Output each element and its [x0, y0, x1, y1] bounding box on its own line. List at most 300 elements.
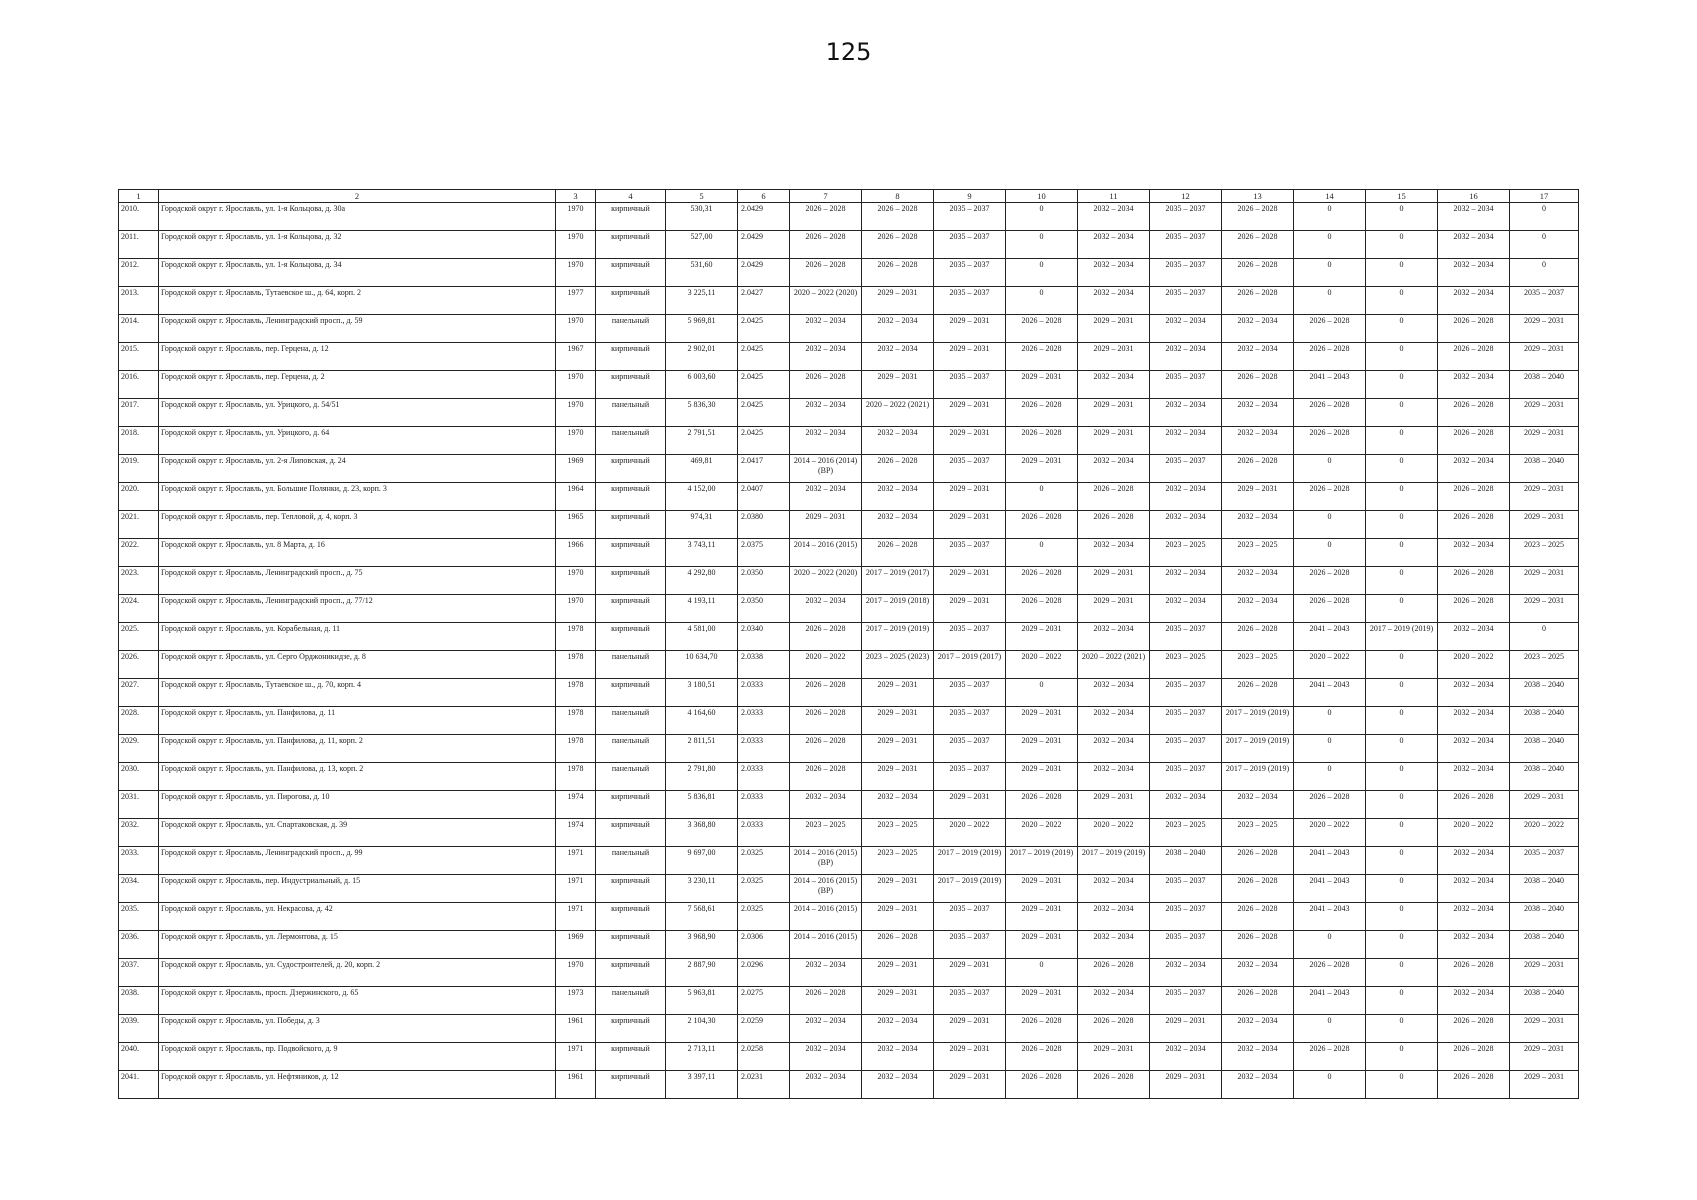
table-cell-col-11: 2026 – 2028	[1078, 483, 1150, 511]
table-cell-col-15: 0	[1366, 231, 1438, 259]
column-header-9: 9	[934, 190, 1006, 203]
table-cell-col-15: 0	[1366, 651, 1438, 679]
table-row	[119, 427, 1579, 455]
table-cell-col-16: 2026 – 2028	[1438, 1015, 1510, 1043]
table-cell-col-6: 2.0333	[738, 735, 790, 763]
table-cell-col-7: 2032 – 2034	[790, 399, 862, 427]
table-cell-col-17: 2029 – 2031	[1510, 511, 1579, 539]
table-cell-col-9: 2020 – 2022	[934, 819, 1006, 847]
table-cell-col-8: 2032 – 2034	[862, 1015, 934, 1043]
table-cell-col-17: 2038 – 2040	[1510, 735, 1579, 763]
table-cell-col-10: 0	[1006, 539, 1078, 567]
table-cell-col-15: 0	[1366, 847, 1438, 875]
table-cell-col-16: 2026 – 2028	[1438, 343, 1510, 371]
table-cell-col-6: 2.0425	[738, 371, 790, 399]
table-cell-col-6: 2.0425	[738, 427, 790, 455]
table-cell-col-7: 2032 – 2034	[790, 1015, 862, 1043]
table-cell-col-8: 2032 – 2034	[862, 1071, 934, 1099]
table-cell-col-9: 2035 – 2037	[934, 707, 1006, 735]
table-cell-col-10: 2026 – 2028	[1006, 1015, 1078, 1043]
table-cell-col-14: 2020 – 2022	[1294, 651, 1366, 679]
column-header-3: 3	[556, 190, 596, 203]
table-cell-col-3: 1974	[556, 791, 596, 819]
table-cell-col-2: Городской округ г. Ярославль, ул. Пирогова, д. 10	[159, 791, 556, 819]
table-cell-col-1: 2023.	[119, 567, 159, 595]
table-cell-col-16: 2032 – 2034	[1438, 259, 1510, 287]
table-cell-col-11: 2032 – 2034	[1078, 455, 1150, 483]
table-cell-col-12: 2032 – 2034	[1150, 959, 1222, 987]
table-cell-col-7: 2026 – 2028	[790, 371, 862, 399]
table-cell-col-17: 2029 – 2031	[1510, 315, 1579, 343]
table-cell-col-13: 2026 – 2028	[1222, 455, 1294, 483]
table-cell-col-15: 2017 – 2019 (2019)	[1366, 623, 1438, 651]
table-cell-col-15: 0	[1366, 315, 1438, 343]
table-cell-col-6: 2.0258	[738, 1043, 790, 1071]
table-cell-col-13: 2032 – 2034	[1222, 1071, 1294, 1099]
table-cell-col-2: Городской округ г. Ярославль, ул. 8 Марта, д. 16	[159, 539, 556, 567]
table-cell-col-16: 2032 – 2034	[1438, 903, 1510, 931]
table-cell-col-17: 2029 – 2031	[1510, 791, 1579, 819]
table-cell-col-13: 2026 – 2028	[1222, 903, 1294, 931]
table-cell-col-17: 2029 – 2031	[1510, 427, 1579, 455]
table-row	[119, 959, 1579, 987]
table-cell-col-4: кирпичный	[596, 539, 666, 567]
table-cell-col-13: 2026 – 2028	[1222, 287, 1294, 315]
table-cell-col-4: кирпичный	[596, 371, 666, 399]
table-cell-col-12: 2035 – 2037	[1150, 903, 1222, 931]
table-cell-col-2: Городской округ г. Ярославль, ул. 2-я Липовская, д. 24	[159, 455, 556, 483]
table-cell-col-6: 2.0333	[738, 791, 790, 819]
table-row	[119, 231, 1579, 259]
table-cell-col-9: 2035 – 2037	[934, 987, 1006, 1015]
table-cell-col-6: 2.0425	[738, 343, 790, 371]
column-header-16: 16	[1438, 190, 1510, 203]
table-cell-col-12: 2035 – 2037	[1150, 679, 1222, 707]
table-cell-col-7: 2032 – 2034	[790, 343, 862, 371]
table-cell-col-12: 2038 – 2040	[1150, 847, 1222, 875]
table-cell-col-4: кирпичный	[596, 595, 666, 623]
table-cell-col-1: 2027.	[119, 679, 159, 707]
table-cell-col-11: 2032 – 2034	[1078, 539, 1150, 567]
table-cell-col-17: 2029 – 2031	[1510, 1015, 1579, 1043]
table-cell-col-2: Городской округ г. Ярославль, Ленинградский просп., д. 99	[159, 847, 556, 875]
table-cell-col-11: 2026 – 2028	[1078, 511, 1150, 539]
table-cell-col-10: 2029 – 2031	[1006, 875, 1078, 903]
table-cell-col-17: 2038 – 2040	[1510, 679, 1579, 707]
table-cell-col-6: 2.0306	[738, 931, 790, 959]
table-cell-col-5: 4 581,00	[666, 623, 738, 651]
table-cell-col-16: 2032 – 2034	[1438, 875, 1510, 903]
table-cell-col-8: 2029 – 2031	[862, 763, 934, 791]
column-number-row	[119, 190, 1579, 203]
table-cell-col-15: 0	[1366, 343, 1438, 371]
table-cell-col-11: 2032 – 2034	[1078, 259, 1150, 287]
table-cell-col-3: 1978	[556, 735, 596, 763]
table-row	[119, 1043, 1579, 1071]
table-cell-col-14: 0	[1294, 455, 1366, 483]
table-cell-col-13: 2017 – 2019 (2019)	[1222, 707, 1294, 735]
table-cell-col-5: 9 697,00	[666, 847, 738, 875]
table-cell-col-2: Городской округ г. Ярославль, ул. Победы, д. 3	[159, 1015, 556, 1043]
table-cell-col-9: 2029 – 2031	[934, 1043, 1006, 1071]
table-row	[119, 343, 1579, 371]
table-cell-col-2: Городской округ г. Ярославль, Тутаевское ш., д. 70, корп. 4	[159, 679, 556, 707]
table-cell-col-1: 2031.	[119, 791, 159, 819]
table-cell-col-10: 0	[1006, 959, 1078, 987]
table-row	[119, 623, 1579, 651]
table-cell-col-6: 2.0296	[738, 959, 790, 987]
table-cell-col-17: 2038 – 2040	[1510, 455, 1579, 483]
table-cell-col-16: 2032 – 2034	[1438, 287, 1510, 315]
table-cell-col-7: 2020 – 2022 (2020)	[790, 287, 862, 315]
table-cell-col-8: 2029 – 2031	[862, 371, 934, 399]
table-cell-col-4: кирпичный	[596, 875, 666, 903]
table-cell-col-1: 2026.	[119, 651, 159, 679]
table-cell-col-9: 2029 – 2031	[934, 959, 1006, 987]
table-row	[119, 987, 1579, 1015]
table-cell-col-16: 2032 – 2034	[1438, 847, 1510, 875]
table-cell-col-9: 2035 – 2037	[934, 735, 1006, 763]
table-cell-col-2: Городской округ г. Ярославль, ул. Корабельная, д. 11	[159, 623, 556, 651]
table-cell-col-17: 0	[1510, 231, 1579, 259]
table-cell-col-12: 2032 – 2034	[1150, 595, 1222, 623]
table-cell-col-4: кирпичный	[596, 1071, 666, 1099]
table-cell-col-10: 2029 – 2031	[1006, 455, 1078, 483]
table-cell-col-13: 2026 – 2028	[1222, 259, 1294, 287]
table-cell-col-4: кирпичный	[596, 231, 666, 259]
table-cell-col-5: 7 568,61	[666, 903, 738, 931]
table-row	[119, 287, 1579, 315]
table-cell-col-8: 2026 – 2028	[862, 931, 934, 959]
table-cell-col-1: 2017.	[119, 399, 159, 427]
table-cell-col-16: 2020 – 2022	[1438, 651, 1510, 679]
table-cell-col-3: 1970	[556, 595, 596, 623]
table-cell-col-7: 2032 – 2034	[790, 427, 862, 455]
table-cell-col-12: 2032 – 2034	[1150, 791, 1222, 819]
table-cell-col-8: 2017 – 2019 (2018)	[862, 595, 934, 623]
table-cell-col-9: 2017 – 2019 (2019)	[934, 875, 1006, 903]
table-cell-col-16: 2026 – 2028	[1438, 567, 1510, 595]
table-cell-col-2: Городской округ г. Ярославль, ул. 1-я Кольцова, д. 34	[159, 259, 556, 287]
table-cell-col-6: 2.0325	[738, 903, 790, 931]
table-cell-col-9: 2029 – 2031	[934, 1015, 1006, 1043]
table-row	[119, 483, 1579, 511]
table-cell-col-11: 2029 – 2031	[1078, 315, 1150, 343]
table-cell-col-11: 2020 – 2022 (2021)	[1078, 651, 1150, 679]
table-cell-col-1: 2015.	[119, 343, 159, 371]
table-cell-col-9: 2035 – 2037	[934, 763, 1006, 791]
table-cell-col-12: 2035 – 2037	[1150, 763, 1222, 791]
table-cell-col-15: 0	[1366, 1043, 1438, 1071]
table-cell-col-15: 0	[1366, 959, 1438, 987]
table-cell-col-11: 2032 – 2034	[1078, 231, 1150, 259]
table-cell-col-16: 2026 – 2028	[1438, 595, 1510, 623]
table-cell-col-5: 2 887,90	[666, 959, 738, 987]
table-cell-col-1: 2028.	[119, 707, 159, 735]
table-cell-col-11: 2032 – 2034	[1078, 903, 1150, 931]
table-cell-col-14: 0	[1294, 511, 1366, 539]
table-cell-col-10: 0	[1006, 231, 1078, 259]
table-cell-col-16: 2032 – 2034	[1438, 539, 1510, 567]
table-cell-col-4: панельный	[596, 763, 666, 791]
table-cell-col-1: 2019.	[119, 455, 159, 483]
table-cell-col-8: 2029 – 2031	[862, 959, 934, 987]
column-header-15: 15	[1366, 190, 1438, 203]
column-header-5: 5	[666, 190, 738, 203]
table-cell-col-13: 2023 – 2025	[1222, 651, 1294, 679]
table-row	[119, 399, 1579, 427]
table-cell-col-7: 2014 – 2016 (2015) (ВР)	[790, 875, 862, 903]
table-cell-col-15: 0	[1366, 399, 1438, 427]
table-cell-col-10: 2020 – 2022	[1006, 651, 1078, 679]
table-cell-col-6: 2.0325	[738, 847, 790, 875]
table-cell-col-4: кирпичный	[596, 203, 666, 231]
table-cell-col-12: 2035 – 2037	[1150, 371, 1222, 399]
column-header-10: 10	[1006, 190, 1078, 203]
table-cell-col-13: 2026 – 2028	[1222, 847, 1294, 875]
table-cell-col-12: 2035 – 2037	[1150, 931, 1222, 959]
table-cell-col-12: 2035 – 2037	[1150, 707, 1222, 735]
table-cell-col-5: 3 743,11	[666, 539, 738, 567]
table-cell-col-10: 0	[1006, 679, 1078, 707]
table-cell-col-13: 2032 – 2034	[1222, 343, 1294, 371]
table-cell-col-12: 2035 – 2037	[1150, 287, 1222, 315]
table-cell-col-6: 2.0425	[738, 315, 790, 343]
table-cell-col-2: Городской округ г. Ярославль, пр. Подвойского, д. 9	[159, 1043, 556, 1071]
column-header-11: 11	[1078, 190, 1150, 203]
table-cell-col-14: 0	[1294, 931, 1366, 959]
table-cell-col-9: 2029 – 2031	[934, 595, 1006, 623]
table-cell-col-15: 0	[1366, 287, 1438, 315]
table-cell-col-15: 0	[1366, 707, 1438, 735]
table-cell-col-6: 2.0333	[738, 819, 790, 847]
table-cell-col-14: 2026 – 2028	[1294, 1043, 1366, 1071]
table-cell-col-7: 2026 – 2028	[790, 735, 862, 763]
table-cell-col-8: 2026 – 2028	[862, 231, 934, 259]
table-cell-col-7: 2032 – 2034	[790, 315, 862, 343]
table-cell-col-7: 2026 – 2028	[790, 259, 862, 287]
table-cell-col-12: 2035 – 2037	[1150, 875, 1222, 903]
table-cell-col-3: 1970	[556, 259, 596, 287]
table-cell-col-5: 5 963,81	[666, 987, 738, 1015]
table-cell-col-2: Городской округ г. Ярославль, ул. Некрасова, д. 42	[159, 903, 556, 931]
table-row	[119, 903, 1579, 931]
table-row	[119, 679, 1579, 707]
table-cell-col-9: 2029 – 2031	[934, 315, 1006, 343]
table-cell-col-1: 2036.	[119, 931, 159, 959]
table-cell-col-5: 10 634,70	[666, 651, 738, 679]
table-row	[119, 1071, 1579, 1099]
table-cell-col-14: 0	[1294, 735, 1366, 763]
table-cell-col-5: 4 193,11	[666, 595, 738, 623]
table-cell-col-11: 2032 – 2034	[1078, 763, 1150, 791]
table-cell-col-8: 2023 – 2025	[862, 847, 934, 875]
column-header-1: 1	[119, 190, 159, 203]
table-cell-col-11: 2020 – 2022	[1078, 819, 1150, 847]
registry-table	[118, 189, 1579, 1099]
table-cell-col-10: 2026 – 2028	[1006, 567, 1078, 595]
table-cell-col-7: 2032 – 2034	[790, 791, 862, 819]
table-cell-col-17: 2029 – 2031	[1510, 343, 1579, 371]
table-cell-col-10: 0	[1006, 259, 1078, 287]
table-row	[119, 455, 1579, 483]
table-cell-col-4: панельный	[596, 399, 666, 427]
table-cell-col-13: 2026 – 2028	[1222, 679, 1294, 707]
table-cell-col-2: Городской округ г. Ярославль, просп. Дзержинского, д. 65	[159, 987, 556, 1015]
table-cell-col-2: Городской округ г. Ярославль, Ленинградский просп., д. 59	[159, 315, 556, 343]
table-cell-col-15: 0	[1366, 735, 1438, 763]
table-cell-col-15: 0	[1366, 483, 1438, 511]
table-cell-col-7: 2026 – 2028	[790, 623, 862, 651]
table-cell-col-10: 2029 – 2031	[1006, 763, 1078, 791]
table-cell-col-3: 1970	[556, 399, 596, 427]
table-cell-col-1: 2018.	[119, 427, 159, 455]
table-cell-col-11: 2032 – 2034	[1078, 707, 1150, 735]
table-cell-col-16: 2032 – 2034	[1438, 679, 1510, 707]
table-cell-col-10: 2029 – 2031	[1006, 931, 1078, 959]
table-cell-col-13: 2026 – 2028	[1222, 875, 1294, 903]
table-cell-col-6: 2.0350	[738, 595, 790, 623]
column-header-12: 12	[1150, 190, 1222, 203]
table-cell-col-16: 2032 – 2034	[1438, 371, 1510, 399]
table-cell-col-3: 1970	[556, 315, 596, 343]
table-cell-col-9: 2029 – 2031	[934, 791, 1006, 819]
table-cell-col-10: 2020 – 2022	[1006, 819, 1078, 847]
table-cell-col-12: 2035 – 2037	[1150, 735, 1222, 763]
table-cell-col-6: 2.0375	[738, 539, 790, 567]
table-cell-col-4: кирпичный	[596, 931, 666, 959]
table-cell-col-13: 2026 – 2028	[1222, 203, 1294, 231]
table-cell-col-3: 1973	[556, 987, 596, 1015]
table-cell-col-7: 2026 – 2028	[790, 203, 862, 231]
table-cell-col-7: 2029 – 2031	[790, 511, 862, 539]
table-cell-col-14: 0	[1294, 203, 1366, 231]
table-cell-col-7: 2026 – 2028	[790, 987, 862, 1015]
table-cell-col-10: 2029 – 2031	[1006, 707, 1078, 735]
table-cell-col-1: 2021.	[119, 511, 159, 539]
table-cell-col-3: 1967	[556, 343, 596, 371]
table-cell-col-9: 2017 – 2019 (2017)	[934, 651, 1006, 679]
table-cell-col-2: Городской округ г. Ярославль, ул. Нефтяников, д. 12	[159, 1071, 556, 1099]
table-cell-col-4: панельный	[596, 847, 666, 875]
table-cell-col-10: 2026 – 2028	[1006, 427, 1078, 455]
table-cell-col-15: 0	[1366, 511, 1438, 539]
table-cell-col-9: 2035 – 2037	[934, 371, 1006, 399]
table-cell-col-8: 2032 – 2034	[862, 1043, 934, 1071]
table-cell-col-14: 0	[1294, 1071, 1366, 1099]
table-cell-col-17: 2038 – 2040	[1510, 875, 1579, 903]
table-cell-col-16: 2026 – 2028	[1438, 483, 1510, 511]
table-cell-col-16: 2032 – 2034	[1438, 231, 1510, 259]
table-cell-col-6: 2.0350	[738, 567, 790, 595]
table-cell-col-1: 2024.	[119, 595, 159, 623]
table-cell-col-5: 5 836,81	[666, 791, 738, 819]
table-cell-col-2: Городской округ г. Ярославль, ул. 1-я Кольцова, д. 30а	[159, 203, 556, 231]
table-cell-col-15: 0	[1366, 819, 1438, 847]
table-cell-col-2: Городской округ г. Ярославль, ул. Серго Орджоникидзе, д. 8	[159, 651, 556, 679]
table-cell-col-6: 2.0340	[738, 623, 790, 651]
table-cell-col-14: 0	[1294, 707, 1366, 735]
table-cell-col-3: 1970	[556, 371, 596, 399]
table-cell-col-16: 2032 – 2034	[1438, 931, 1510, 959]
table-cell-col-2: Городской округ г. Ярославль, пер. Тепловой, д. 4, корп. 3	[159, 511, 556, 539]
table-cell-col-5: 4 164,60	[666, 707, 738, 735]
table-cell-col-10: 2017 – 2019 (2019)	[1006, 847, 1078, 875]
table-cell-col-9: 2035 – 2037	[934, 539, 1006, 567]
table-cell-col-12: 2032 – 2034	[1150, 427, 1222, 455]
table-header	[119, 190, 1579, 203]
table-cell-col-12: 2035 – 2037	[1150, 455, 1222, 483]
table-cell-col-3: 1961	[556, 1071, 596, 1099]
table-cell-col-12: 2023 – 2025	[1150, 651, 1222, 679]
table-cell-col-5: 4 292,80	[666, 567, 738, 595]
table-cell-col-15: 0	[1366, 595, 1438, 623]
table-cell-col-16: 2026 – 2028	[1438, 1043, 1510, 1071]
table-cell-col-3: 1971	[556, 1043, 596, 1071]
table-cell-col-13: 2017 – 2019 (2019)	[1222, 763, 1294, 791]
table-cell-col-13: 2032 – 2034	[1222, 595, 1294, 623]
table-cell-col-8: 2032 – 2034	[862, 343, 934, 371]
table-cell-col-10: 2026 – 2028	[1006, 399, 1078, 427]
table-cell-col-3: 1965	[556, 511, 596, 539]
table-cell-col-8: 2029 – 2031	[862, 875, 934, 903]
table-cell-col-11: 2029 – 2031	[1078, 1043, 1150, 1071]
table-cell-col-6: 2.0259	[738, 1015, 790, 1043]
table-cell-col-11: 2029 – 2031	[1078, 427, 1150, 455]
table-cell-col-14: 2026 – 2028	[1294, 791, 1366, 819]
table-row	[119, 1015, 1579, 1043]
table-cell-col-13: 2032 – 2034	[1222, 315, 1294, 343]
table-cell-col-17: 0	[1510, 623, 1579, 651]
table-cell-col-13: 2032 – 2034	[1222, 1015, 1294, 1043]
table-row	[119, 763, 1579, 791]
table-cell-col-17: 2035 – 2037	[1510, 847, 1579, 875]
table-cell-col-1: 2032.	[119, 819, 159, 847]
page-number: 125	[825, 38, 872, 66]
table-cell-col-4: кирпичный	[596, 483, 666, 511]
table-cell-col-13: 2032 – 2034	[1222, 959, 1294, 987]
table-cell-col-13: 2023 – 2025	[1222, 539, 1294, 567]
table-cell-col-9: 2035 – 2037	[934, 903, 1006, 931]
table-cell-col-15: 0	[1366, 1071, 1438, 1099]
table-cell-col-11: 2032 – 2034	[1078, 287, 1150, 315]
column-header-2: 2	[159, 190, 556, 203]
table-cell-col-10: 2029 – 2031	[1006, 371, 1078, 399]
table-cell-col-12: 2032 – 2034	[1150, 1043, 1222, 1071]
table-cell-col-3: 1970	[556, 427, 596, 455]
table-row	[119, 931, 1579, 959]
table-cell-col-11: 2032 – 2034	[1078, 987, 1150, 1015]
table-cell-col-5: 2 811,51	[666, 735, 738, 763]
table-cell-col-3: 1978	[556, 763, 596, 791]
table-cell-col-1: 2016.	[119, 371, 159, 399]
table-cell-col-14: 2026 – 2028	[1294, 567, 1366, 595]
table-cell-col-6: 2.0427	[738, 287, 790, 315]
table-cell-col-14: 2041 – 2043	[1294, 903, 1366, 931]
table-cell-col-9: 2029 – 2031	[934, 567, 1006, 595]
table-cell-col-11: 2032 – 2034	[1078, 735, 1150, 763]
table-cell-col-10: 2029 – 2031	[1006, 987, 1078, 1015]
table-cell-col-1: 2030.	[119, 763, 159, 791]
table-cell-col-11: 2029 – 2031	[1078, 791, 1150, 819]
table-cell-col-8: 2029 – 2031	[862, 707, 934, 735]
table-cell-col-3: 1974	[556, 819, 596, 847]
table-cell-col-7: 2032 – 2034	[790, 483, 862, 511]
table-cell-col-5: 2 902,01	[666, 343, 738, 371]
table-cell-col-3: 1971	[556, 903, 596, 931]
table-row	[119, 847, 1579, 875]
table-cell-col-5: 469,81	[666, 455, 738, 483]
